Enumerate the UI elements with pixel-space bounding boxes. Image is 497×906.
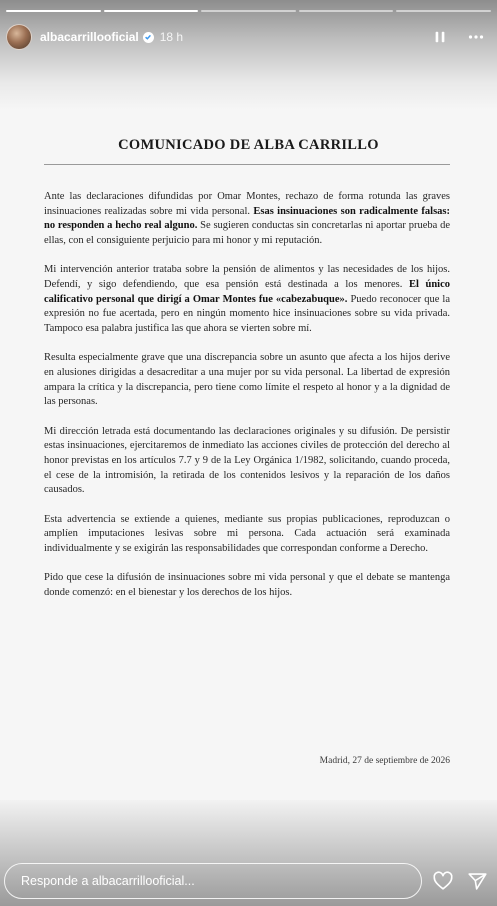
send-icon	[467, 871, 488, 892]
top-overlay	[0, 0, 497, 110]
document-paragraph	[44, 351, 450, 409]
document-paragraph	[44, 425, 450, 498]
username[interactable]: albacarrillooficial	[40, 30, 139, 44]
heart-icon	[432, 870, 454, 892]
reply-input[interactable]: Responde a albacarrillooficial...	[4, 863, 422, 899]
pause-button[interactable]	[429, 26, 451, 48]
title-divider	[44, 164, 450, 165]
progress-segment	[201, 10, 296, 12]
verified-badge-icon	[143, 32, 154, 43]
progress-segment	[396, 10, 491, 12]
document-body	[44, 190, 450, 616]
more-icon	[468, 29, 484, 45]
document-paragraph	[44, 571, 450, 600]
document-paragraph	[44, 263, 450, 336]
bold-text: Esas insinuaciones son radicalmente falsas: no responden a hecho real alguno.	[44, 205, 450, 232]
document-paragraph	[44, 513, 450, 557]
story-progress-bar	[6, 10, 491, 13]
paragraph-text: Se sugieren conductas sin concretarlas ni aportar prueba de ellas, con el consiguiente perjuicio para mi honor y mi reputación.	[44, 220, 450, 246]
document-paragraph	[44, 190, 450, 248]
progress-segment	[6, 10, 101, 12]
statement-document	[0, 110, 497, 800]
paragraph-text: Puedo reconocer que la expresión no fue acertada, pero en ningún momento hice insinuaciones sobre su vida privada. Tampoco esa palabra justifica las que ahora se vierten sobre mí.	[44, 293, 450, 334]
pause-icon	[433, 30, 447, 44]
progress-segment	[104, 10, 199, 12]
paragraph-text: Pido que cese la difusión de insinuaciones sobre mi vida personal y que el debate se mantenga donde comenzó: en el bienestar y los derechos de los hijos.	[44, 572, 450, 599]
paragraph-text: Mi intervención anterior trataba sobre la pensión de alimentos y las necesidades de los hijos. Defendí, y sigo defendiendo, que esa pensión está destinada a los menores.	[44, 264, 450, 290]
document-title: COMUNICADO DE ALBA CARRILLO	[118, 137, 379, 153]
bold-text: El único calificativo personal que dirigí a Omar Montes fue «cabezabuque».	[44, 278, 450, 305]
more-options-button[interactable]	[465, 26, 487, 48]
story-header	[6, 22, 487, 52]
post-time: 18 h	[159, 30, 184, 44]
share-button[interactable]	[464, 868, 490, 894]
paragraph-text: Ante las declaraciones difundidas por Omar Montes, rechazo de forma rotunda las graves insinuaciones realizadas sobre mi vida personal.	[44, 191, 450, 217]
like-button[interactable]	[430, 868, 456, 894]
avatar[interactable]	[6, 24, 32, 50]
document-date: Madrid, 27 de septiembre de 2026	[319, 756, 450, 766]
paragraph-text: Esta advertencia se extiende a quienes, mediante sus propias publicaciones, reproduzcan o amplíen imputaciones lesivas sobre mi persona. Cada actuación será examinada individualmente y se exigirán las responsabilidades que correspondan conforme a Derecho.	[44, 513, 450, 554]
paragraph-text: Mi dirección letrada está documentando las declaraciones originales y su difusión. De persistir estas insinuaciones, ejercitaremos de inmediato las acciones civiles de protección del derecho al honor previstas en los artículos 7.7 y 9 de la Ley Orgánica 1/1982, solicitando, cuando proceda, el cese de la intromisión, la retirada de los contenidos lesivos y la reparación de los daños causados.	[44, 425, 450, 496]
paragraph-text: Resulta especialmente grave que una discrepancia sobre un asunto que afecta a los hijos derive en alusiones dirigidas a desacreditar a una mujer por su vida personal. La libertad de expresión ampara la crítica y la discrepancia, pero tiene como límite el respeto al honor y a la dignidad de las personas.	[44, 352, 450, 408]
progress-segment	[299, 10, 394, 12]
